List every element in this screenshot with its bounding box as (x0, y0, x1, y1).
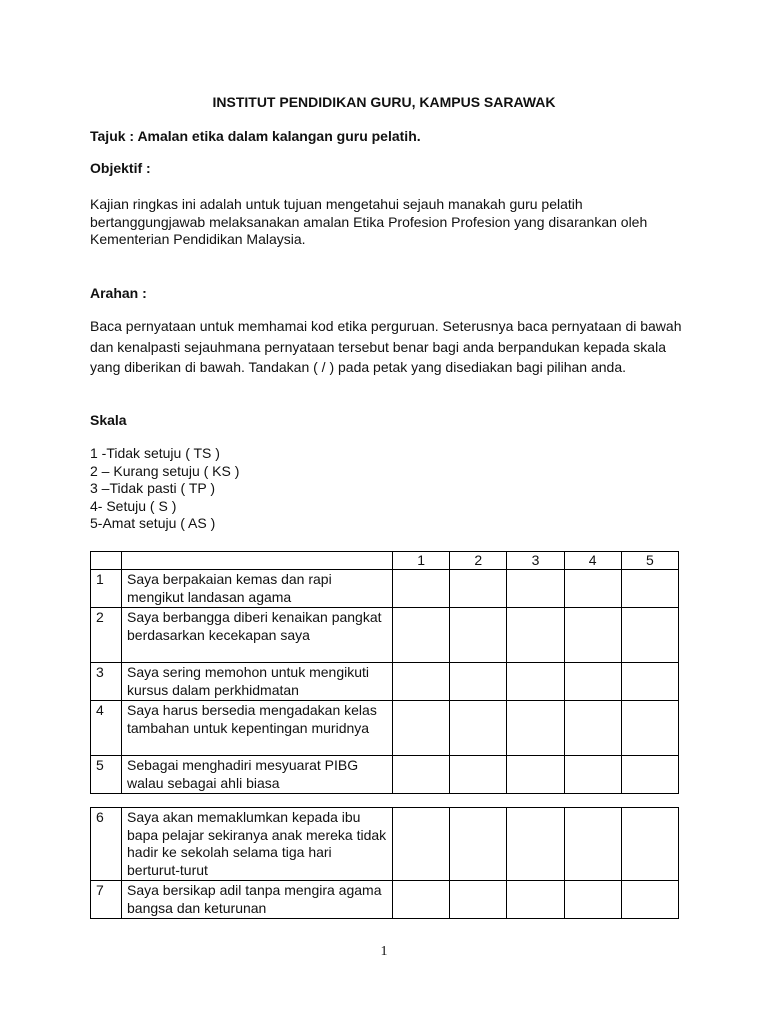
item-number: 3 (91, 663, 122, 701)
table-row (91, 881, 679, 919)
table-row (91, 808, 679, 881)
score-cell-2[interactable] (450, 608, 507, 663)
header-empty-cell (122, 552, 393, 570)
score-cell-3[interactable] (507, 608, 564, 663)
scale-item: 2 – Kurang setuju ( KS ) (90, 462, 240, 479)
score-cell-2[interactable] (450, 808, 507, 881)
item-statement: Saya bersikap adil tanpa mengira agama bangsa dan keturunan (122, 881, 393, 919)
score-cell-4[interactable] (564, 881, 621, 919)
item-statement: Saya berpakaian kemas dan rapi mengikut landasan agama (122, 570, 393, 608)
score-cell-4[interactable] (564, 663, 621, 701)
score-cell-4[interactable] (564, 808, 621, 881)
score-cell-2[interactable] (450, 663, 507, 701)
scale-list (90, 445, 239, 533)
item-statement: Saya harus bersedia mengadakan kelas tambahan untuk kepentingan muridnya (122, 701, 393, 756)
score-cell-1[interactable] (393, 756, 450, 794)
score-cell-3[interactable] (507, 570, 564, 608)
header-empty-cell (91, 552, 122, 570)
item-statement: Sebagai menghadiri mesyuarat PIBG walau sebagai ahli biasa (122, 756, 393, 794)
item-number: 6 (91, 808, 122, 881)
scale-item: 3 –Tidak pasti ( TP ) (90, 480, 216, 496)
score-cell-4[interactable] (564, 608, 621, 663)
document-title: INSTITUT PENDIDIKAN GURU, KAMPUS SARAWAK (212, 94, 556, 110)
score-cell-3[interactable] (507, 663, 564, 701)
item-statement: Saya akan memaklumkan kepada ibu bapa pelajar sekiranya anak mereka tidak hadir ke sekolah selama tiga hari berturut-turut (122, 808, 393, 881)
item-statement: Saya sering memohon untuk mengikuti kursus dalam perkhidmatan (122, 663, 393, 701)
score-header-5: 5 (621, 552, 678, 570)
score-cell-3[interactable] (507, 756, 564, 794)
item-number: 1 (91, 570, 122, 608)
score-cell-1[interactable] (393, 608, 450, 663)
score-cell-3[interactable] (507, 881, 564, 919)
item-number: 2 (91, 608, 122, 663)
score-header-1: 1 (393, 552, 450, 570)
item-number: 5 (91, 756, 122, 794)
score-cell-5[interactable] (621, 808, 678, 881)
score-cell-3[interactable] (507, 701, 564, 756)
score-cell-1[interactable] (393, 701, 450, 756)
score-cell-1[interactable] (393, 570, 450, 608)
item-number: 4 (91, 701, 122, 756)
instructions-text: Baca pernyataan untuk memhamai kod etika perguruan. Seterusnya baca pernyataan di bawah dan kenalpasti sejauhmana pernyataan tersebut benar bagi anda berpandukan kepada skala yang diberikan di bawah. Tandakan ( / ) pada petak yang disediakan bagi pilihan anda. (90, 318, 682, 375)
score-cell-5[interactable] (621, 701, 678, 756)
score-cell-2[interactable] (450, 756, 507, 794)
scale-heading: Skala (90, 412, 127, 428)
item-number: 7 (91, 881, 122, 919)
objective-text: Kajian ringkas ini adalah untuk tujuan mengetahui sejauh manakah guru pelatih bertanggungjawab melaksanakan amalan Etika Profesion Profesion yang disarankan oleh Kementerian Pendidikan Malaysia. (90, 196, 648, 247)
scale-item: 5-Amat setuju ( AS ) (90, 515, 216, 531)
score-header-4: 4 (564, 552, 621, 570)
questionnaire-table-1 (90, 551, 679, 794)
score-cell-1[interactable] (393, 881, 450, 919)
score-cell-2[interactable] (450, 881, 507, 919)
item-statement: Saya berbangga diberi kenaikan pangkat berdasarkan kecekapan saya (122, 608, 393, 663)
score-cell-5[interactable] (621, 663, 678, 701)
table-row (91, 756, 679, 794)
table-row (91, 608, 679, 663)
score-cell-4[interactable] (564, 570, 621, 608)
score-cell-5[interactable] (621, 881, 678, 919)
score-cell-5[interactable] (621, 756, 678, 794)
document-topic: Tajuk : Amalan etika dalam kalangan guru pelatih. (90, 128, 421, 144)
instructions-heading: Arahan : (90, 285, 147, 301)
questionnaire-table-2 (90, 807, 679, 919)
scale-item: 1 -Tidak setuju ( TS ) (90, 445, 220, 461)
score-header-3: 3 (507, 552, 564, 570)
table-row (91, 663, 679, 701)
score-cell-2[interactable] (450, 701, 507, 756)
score-cell-5[interactable] (621, 570, 678, 608)
table-row (91, 570, 679, 608)
page-number: 1 (380, 944, 388, 959)
score-cell-2[interactable] (450, 570, 507, 608)
objective-heading: Objektif : (90, 160, 151, 176)
score-cell-1[interactable] (393, 808, 450, 881)
score-cell-5[interactable] (621, 608, 678, 663)
table-row (91, 701, 679, 756)
score-cell-1[interactable] (393, 663, 450, 701)
score-cell-4[interactable] (564, 701, 621, 756)
score-header-2: 2 (450, 552, 507, 570)
scale-item: 4- Setuju ( S ) (90, 497, 177, 514)
table-header-row (91, 552, 679, 570)
score-cell-4[interactable] (564, 756, 621, 794)
score-cell-3[interactable] (507, 808, 564, 881)
